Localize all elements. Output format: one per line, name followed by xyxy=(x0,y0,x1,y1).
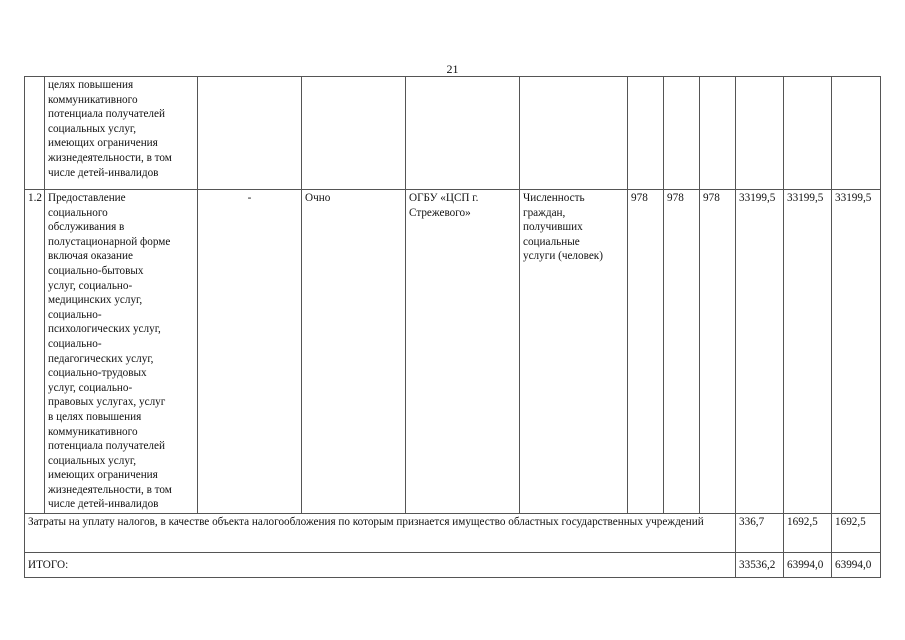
cell-indicator xyxy=(520,190,628,514)
text-line: услуг, социально- xyxy=(48,279,133,292)
text-line: социальных услуг, xyxy=(48,454,137,467)
text-line: социальных услуг, xyxy=(48,122,137,135)
text-line: потенциала получателей xyxy=(48,440,165,453)
cell-num: 1.2 xyxy=(25,190,45,514)
cell-empty xyxy=(664,77,700,190)
cell-total-label: ИТОГО: xyxy=(25,553,736,578)
cell-empty xyxy=(832,77,881,190)
cell-empty xyxy=(628,77,664,190)
table-row-total xyxy=(25,553,881,578)
cell-empty xyxy=(520,77,628,190)
text-line: целях повышения xyxy=(48,79,134,91)
text-line: включая оказание xyxy=(48,250,133,263)
text-line: потенциала получателей xyxy=(48,108,165,121)
text-line: полустационарной форме xyxy=(48,235,171,248)
cell-sum-1: 33536,2 xyxy=(736,553,784,578)
program-table xyxy=(24,76,881,578)
text-line: услуг, социально- xyxy=(48,381,133,394)
text-line: Численность xyxy=(523,192,585,204)
text-line: в целях повышения xyxy=(48,410,142,423)
cell-service-name xyxy=(45,77,198,190)
text-line: коммуникативного xyxy=(48,93,138,106)
text-line: социальные xyxy=(523,235,580,248)
text-line: получивших xyxy=(523,221,583,234)
text-line: социально- xyxy=(48,308,102,321)
text-line: жизнедеятельности, в том xyxy=(48,151,172,164)
text-line: обслуживания в xyxy=(48,221,125,234)
text-line: психологических услуг, xyxy=(48,323,161,336)
cell-empty xyxy=(302,77,406,190)
cell-value-1: 978 xyxy=(628,190,664,514)
text-line: социального xyxy=(48,206,108,219)
cell-sum-1: 33199,5 xyxy=(736,190,784,514)
cell-sum-3: 63994,0 xyxy=(832,553,881,578)
cell-sum-2: 63994,0 xyxy=(784,553,832,578)
cell-empty xyxy=(700,77,736,190)
cell-empty xyxy=(736,77,784,190)
text-line: правовых услугах, услуг xyxy=(48,396,166,409)
text-line: Стрежевого» xyxy=(409,206,471,219)
cell-sum-1: 336,7 xyxy=(736,514,784,553)
cell-empty xyxy=(198,77,302,190)
cell-dash: - xyxy=(198,190,302,514)
table-row-continued xyxy=(25,77,881,190)
text-line: ОГБУ «ЦСП г. xyxy=(409,192,479,204)
page-number: 21 xyxy=(446,62,459,76)
text-line: числе детей-инвалидов xyxy=(48,166,159,179)
table-row-tax xyxy=(25,514,881,553)
text-line: числе детей-инвалидов xyxy=(48,498,159,511)
cell-institution xyxy=(406,190,520,514)
cell-sum-3: 1692,5 xyxy=(832,514,881,553)
cell-sum-3: 33199,5 xyxy=(832,190,881,514)
text-line: имеющих ограничения xyxy=(48,137,158,150)
text-line: коммуникативного xyxy=(48,425,138,438)
cell-service-name xyxy=(45,190,198,514)
text-line: социально-трудовых xyxy=(48,367,147,380)
text-line: педагогических услуг, xyxy=(48,352,154,365)
text-line: социально- xyxy=(48,337,102,350)
cell-num xyxy=(25,77,45,190)
cell-sum-2: 33199,5 xyxy=(784,190,832,514)
cell-tax-label: Затраты на уплату налогов, в качестве объекта налогообложения по которым признается имущество областных государственных учреждений xyxy=(25,514,736,553)
text-line: медицинских услуг, xyxy=(48,294,143,307)
cell-value-3: 978 xyxy=(700,190,736,514)
cell-empty xyxy=(406,77,520,190)
cell-value-2: 978 xyxy=(664,190,700,514)
text-line: жизнедеятельности, в том xyxy=(48,483,172,496)
cell-empty xyxy=(784,77,832,190)
text-line: Предоставление xyxy=(48,192,126,204)
table-row-service-1-2 xyxy=(25,190,881,514)
text-line: граждан, xyxy=(523,206,566,219)
text-line: услуги (человек) xyxy=(523,250,603,263)
text-line: социально-бытовых xyxy=(48,264,144,277)
text-line: имеющих ограничения xyxy=(48,469,158,482)
cell-form: Очно xyxy=(302,190,406,514)
cell-sum-2: 1692,5 xyxy=(784,514,832,553)
